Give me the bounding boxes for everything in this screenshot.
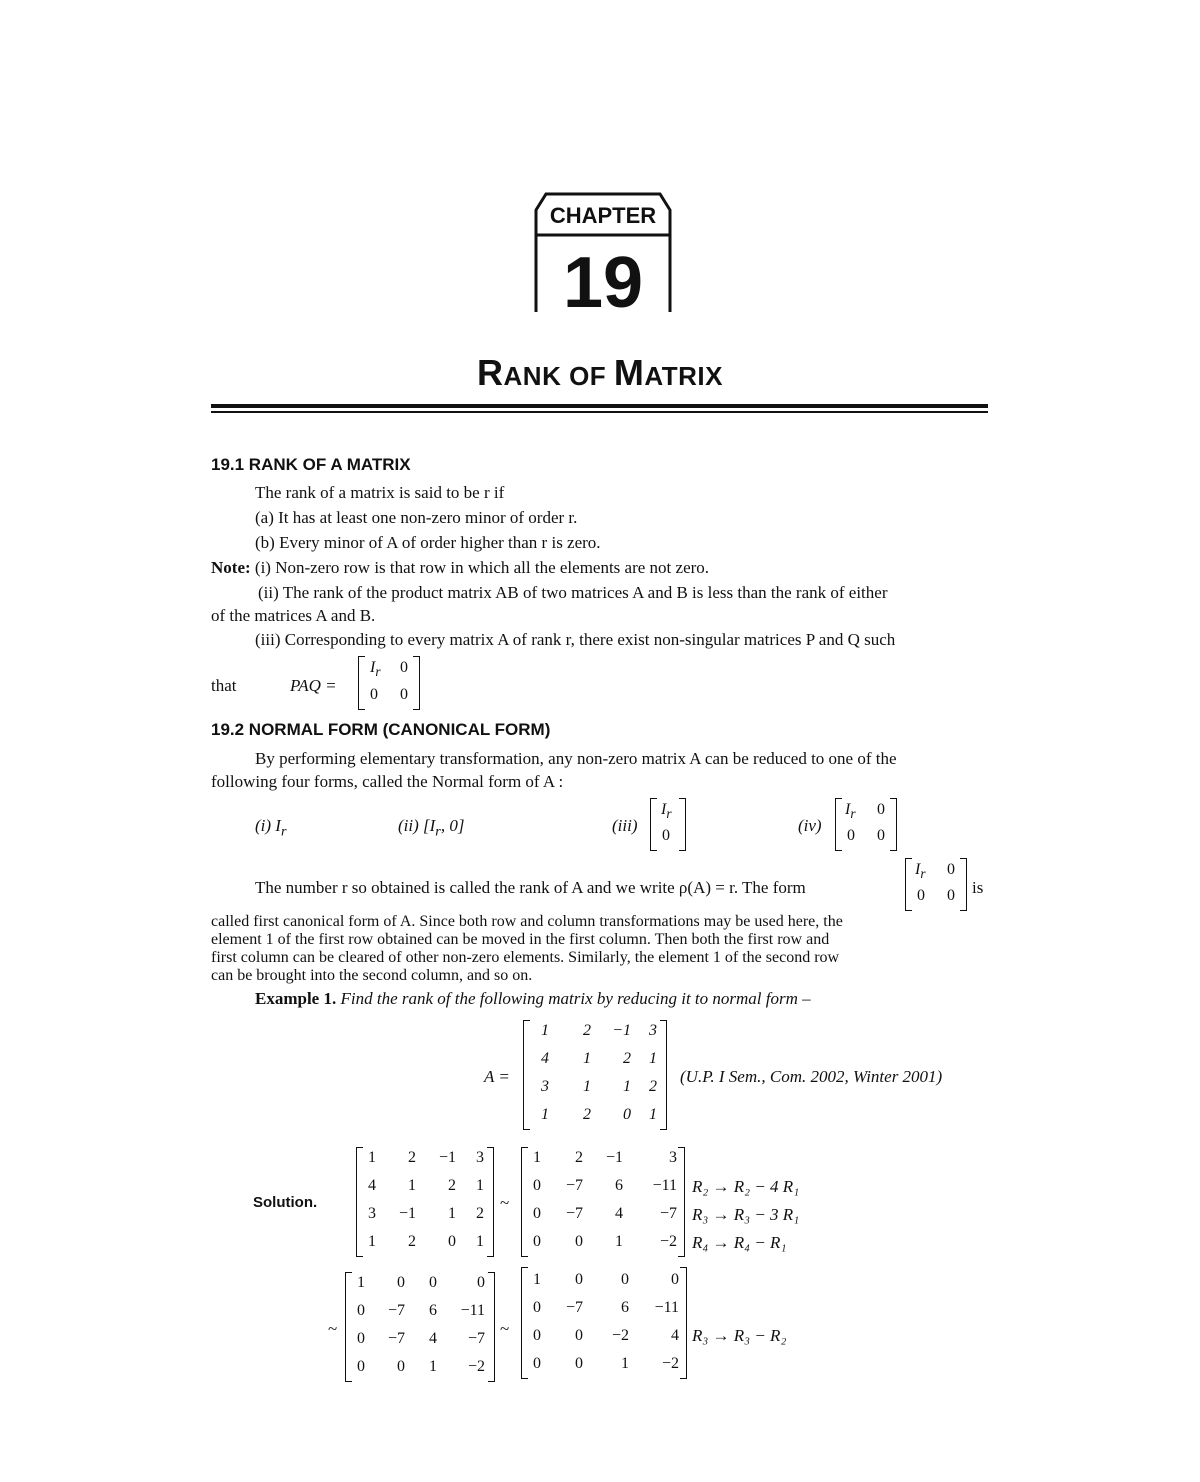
normal-form-para-line1: By performing elementary transformation, any non-zero matrix A can be reduced to one of the (255, 749, 897, 768)
matrix-cell: 0 (623, 1106, 631, 1123)
matrix-cell: 0 (357, 1358, 365, 1375)
chapter-title: RANK OF MATRIX (477, 352, 723, 393)
paq-matrix: $I_r$ 0 0 0 (358, 656, 420, 710)
matrix-cell: −7 (565, 1299, 583, 1316)
matrix-a-label: A = (484, 1067, 510, 1086)
paq-equation: PAQ = (290, 676, 337, 695)
matrix-cell: −7 (565, 1205, 583, 1222)
matrix-a (523, 1020, 667, 1130)
matrix-cell: −1 (438, 1149, 456, 1166)
note-i: Note: (i) Non-zero row is that row in which all the elements are not zero. (211, 558, 710, 577)
matrix-cell: −7 (467, 1330, 485, 1347)
matrix-cell: 3 (476, 1149, 484, 1166)
row-op-r4: R₄ → R₄ − R₁ (692, 1233, 787, 1252)
section-heading-rank: 19.1 RANK OF A MATRIX (211, 455, 411, 474)
matrix-cell: 1 (408, 1177, 416, 1194)
note-ii-line1: (ii) The rank of the product matrix AB of two matrices A and B is less than the rank of either (258, 583, 888, 602)
matrix-cell: −2 (467, 1358, 485, 1375)
row-op-r3-step2: R₃ → R₃ − R₂ (692, 1326, 787, 1345)
matrix-cell: 6 (621, 1299, 629, 1316)
matrix-cell: 0 (533, 1177, 541, 1194)
matrix-cell: 0 (357, 1330, 365, 1347)
solution-label: Solution. (253, 1194, 318, 1211)
matrix-cell: −7 (659, 1205, 677, 1222)
matrix-cell: 2 (408, 1233, 416, 1250)
matrix-cell: 0 (533, 1205, 541, 1222)
canonical-line1: called first canonical form of A. Since both row and column transformations may be used here, the (211, 913, 843, 930)
matrix-cell: −2 (611, 1327, 629, 1344)
matrix-cell: −7 (387, 1330, 405, 1347)
matrix-cell: 0 (397, 1274, 405, 1291)
matrix-cell: −2 (661, 1355, 679, 1372)
matrix-cell: 2 (623, 1050, 631, 1067)
matrix-cell: 3 (649, 1022, 657, 1039)
matrix-cell: 4 (368, 1177, 376, 1194)
matrix-cell: 0 (533, 1327, 541, 1344)
matrix-cell: 2 (476, 1205, 484, 1222)
chapter-label: CHAPTER (549, 203, 657, 228)
example-1-statement: Example 1. Find the rank of the following matrix by reducing it to normal form – (255, 989, 811, 1008)
matrix-cell: 0 (533, 1355, 541, 1372)
matrix-cell: −11 (652, 1177, 677, 1194)
matrix-cell: 2 (575, 1149, 583, 1166)
step1-right-matrix (521, 1147, 685, 1257)
example-label: Example 1. (255, 989, 337, 1008)
form-iv: (iv) (798, 816, 822, 835)
matrix-cell: 1 (623, 1078, 631, 1095)
row-op-r3: R₃ → R₃ − 3 R₁ (692, 1205, 800, 1224)
matrix-cell: 1 (649, 1106, 657, 1123)
form-ii: (ii) [$I_r$, 0] (398, 816, 465, 840)
matrix-cell: 3 (541, 1078, 549, 1095)
matrix-cell: −2 (659, 1233, 677, 1250)
tilde-1: ~ (500, 1193, 510, 1212)
matrix-cell: 1 (649, 1050, 657, 1067)
matrix-cell: 1 (476, 1177, 484, 1194)
matrix-cell: −11 (654, 1299, 679, 1316)
matrix-cell: 0 (575, 1271, 583, 1288)
matrix-cell: 2 (583, 1106, 591, 1123)
matrix-cell: 1 (476, 1233, 484, 1250)
chapter-number: 19 (562, 243, 644, 323)
condition-a: (a) It has at least one non-zero minor of order r. (255, 508, 578, 527)
matrix-cell: −1 (605, 1149, 623, 1166)
title-rule-thin (211, 411, 988, 413)
matrix-cell: 4 (429, 1330, 437, 1347)
matrix-cell: 1 (533, 1149, 541, 1166)
matrix-cell: −1 (398, 1205, 416, 1222)
matrix-cell: 2 (408, 1149, 416, 1166)
matrix-cell: 0 (448, 1233, 456, 1250)
matrix-cell: 0 (429, 1274, 437, 1291)
matrix-cell: 1 (357, 1274, 365, 1291)
canonical-line4: can be brought into the second column, and so on. (211, 967, 533, 984)
matrix-cell: 1 (448, 1205, 456, 1222)
matrix-cell: 0 (397, 1358, 405, 1375)
rank-definition: The rank of a matrix is said to be r if (255, 483, 505, 502)
matrix-cell: 6 (615, 1177, 623, 1194)
matrix-cell: 4 (541, 1050, 549, 1067)
matrix-cell: 1 (615, 1233, 623, 1250)
matrix-cell: 0 (477, 1274, 485, 1291)
step2-left-matrix (345, 1272, 495, 1382)
canonical-line3: first column can be cleared of other non-zero elements. Similarly, the element 1 of the second row (211, 949, 840, 966)
matrix-cell: 3 (368, 1205, 376, 1222)
matrix-cell: 0 (621, 1271, 629, 1288)
matrix-cell: −7 (565, 1177, 583, 1194)
canonical-line2: element 1 of the first row obtained can be moved in the first column. Then both the first row and (211, 931, 830, 948)
matrix-cell: 0 (357, 1302, 365, 1319)
step1-left-matrix (356, 1147, 494, 1257)
form-iii-matrix: $I_r$ 0 (650, 798, 686, 851)
matrix-cell: 3 (669, 1149, 677, 1166)
matrix-cell: 1 (429, 1358, 437, 1375)
matrix-cell: 2 (649, 1078, 657, 1095)
matrix-cell: 1 (368, 1233, 376, 1250)
matrix-cell: −7 (387, 1302, 405, 1319)
matrix-cell: 0 (671, 1271, 679, 1288)
matrix-cell: 0 (533, 1233, 541, 1250)
matrix-cell: −1 (612, 1022, 631, 1039)
matrix-cell: 6 (429, 1302, 437, 1319)
form-iv-matrix: $I_r$ 0 0 0 (835, 798, 897, 851)
condition-b: (b) Every minor of A of order higher than r is zero. (255, 533, 601, 552)
matrix-cell: 4 (615, 1205, 623, 1222)
is-label: is (972, 878, 984, 897)
tilde-2: ~ (328, 1319, 338, 1338)
matrix-cell: 0 (575, 1233, 583, 1250)
matrix-cell: 1 (368, 1149, 376, 1166)
note-ii-line2: of the matrices A and B. (211, 606, 376, 625)
tilde-3: ~ (500, 1319, 510, 1338)
section-heading-normal-form: 19.2 NORMAL FORM (CANONICAL FORM) (211, 720, 551, 739)
matrix-cell: 2 (583, 1022, 591, 1039)
matrix-cell: 1 (583, 1078, 591, 1095)
note-iii: (iii) Corresponding to every matrix A of rank r, there exist non-singular matrices P and Q such (255, 630, 896, 649)
matrix-cell: 1 (541, 1106, 549, 1123)
matrix-cell: 0 (575, 1327, 583, 1344)
form-iii: (iii) (612, 816, 638, 835)
matrix-cell: 1 (541, 1022, 549, 1039)
form-i: (i) $I_r$ (255, 816, 287, 840)
normal-form-para-line2: following four forms, called the Normal form of A : (211, 772, 564, 791)
matrix-cell: 1 (583, 1050, 591, 1067)
that-label: that (211, 676, 237, 695)
rank-notation-text: The number r so obtained is called the rank of A and we write ρ(A) = r. The form (255, 878, 806, 897)
row-op-r2: R₂ → R₂ − 4 R₁ (692, 1177, 800, 1196)
title-rule-thick (211, 404, 988, 408)
example-source: (U.P. I Sem., Com. 2002, Winter 2001) (680, 1067, 943, 1086)
note-label: Note: (211, 558, 251, 577)
matrix-cell: 2 (448, 1177, 456, 1194)
matrix-cell: −11 (460, 1302, 485, 1319)
first-canonical-matrix: $I_r$ 0 0 0 (905, 858, 967, 911)
matrix-cell: 0 (575, 1355, 583, 1372)
matrix-cell: 0 (533, 1299, 541, 1316)
matrix-cell: 1 (621, 1355, 629, 1372)
matrix-cell: 1 (533, 1271, 541, 1288)
matrix-cell: 4 (671, 1327, 679, 1344)
step2-right-matrix (521, 1267, 687, 1379)
